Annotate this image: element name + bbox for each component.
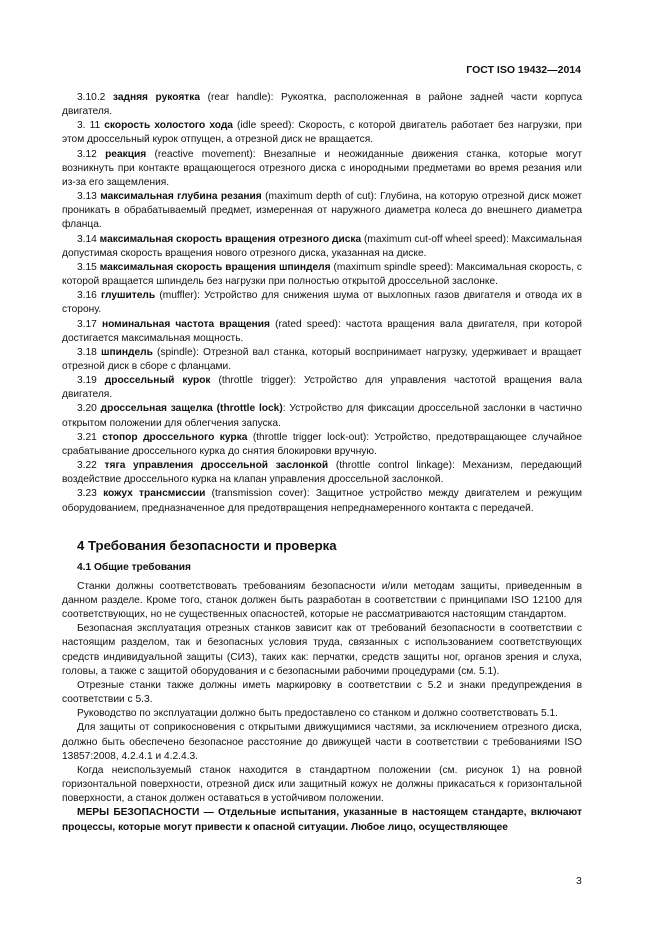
definition-item — [62, 119, 582, 147]
definition-text: (throttle control linkage): Механизм, передающий воздействие дроссельного курка на клапан управления дроссельной заслонкой. — [62, 460, 582, 486]
page-number: 3 — [576, 875, 582, 887]
definition-number: 3.19 — [77, 375, 97, 387]
definition-number: 3.22 — [77, 460, 97, 472]
definition-text: : Устройство для фиксации дроссельной заслонки в частично открытом положении для облегчения запуска. — [62, 403, 582, 429]
definition-text: (transmission cover): Защитное устройство между двигателем и режущим оборудованием, предназначенное для предотвращения непреднамеренного контакта с передачей. — [62, 488, 582, 514]
definition-number: 3.14 — [77, 233, 97, 245]
definition-item — [62, 190, 582, 232]
standard-designation: ГОСТ ISO 19432—2014 — [466, 64, 581, 76]
definition-text: (maximum depth of cut): Глубина, на которую отрезной диск может проникать в обрабатываемый предмет, измеренная от наружного диаметра колеса до внешнего диаметра фланца. — [62, 191, 582, 231]
definition-item — [62, 431, 582, 459]
definition-item — [62, 459, 582, 487]
definition-number: 3.21 — [77, 431, 97, 443]
definition-term: дроссельная защелка (throttle lock) — [100, 403, 283, 415]
requirements-text — [62, 580, 582, 807]
body-paragraph: Отрезные станки также должны иметь маркировку в соответствии с 5.2 и знаки предупреждения в соответствии с 5.3. — [62, 679, 582, 706]
section-heading: 4 Требования безопасности и проверка — [77, 537, 337, 553]
definition-term: дроссельный курок — [104, 375, 211, 387]
definition-number: 3.20 — [77, 403, 97, 415]
definition-item — [62, 402, 582, 430]
definition-text: (rear handle): Рукоятка, расположенная в районе задней части корпуса двигателя. — [62, 92, 582, 118]
body-paragraph: Руководство по эксплуатации должно быть предоставлено со станком и должно соответствовать 5.1. — [77, 708, 558, 720]
definition-term: реакция — [105, 148, 147, 160]
definitions-list — [62, 91, 582, 516]
body-paragraph: Станки должны соответствовать требованиям безопасности и/или методам защиты, приведенным в данном разделе. Кроме того, станок должен быть разработан в соответствии с принципами ISO 12100 для соответствующих, но не существенных опасностей, которые не рассматриваются настоящим стандартом. — [62, 580, 582, 621]
warning-paragraph — [62, 806, 582, 834]
definition-text: (muffler): Устройство для снижения шума от выхлопных газов двигателя и отвода их в сторону. — [62, 290, 582, 316]
definition-number: 3.10.2 — [77, 92, 106, 103]
body-paragraph: Безопасная эксплуатация отрезных станков зависит как от требований безопасности в соответствии с настоящим разделом, так и безопасных условия труда, связанных с использованием соответствующих средств индивидуальной защиты (СИЗ), таких как: перчатки, средств защиты ног, органов зрения и слуха, головы, а также с защитой оборудования и с безопасными рабочими процедурами (см. 5.1). — [62, 623, 582, 677]
definition-term: кожух трансмиссии — [103, 488, 206, 500]
definition-number: 3.13 — [77, 191, 97, 203]
definition-text: (idle speed): Скорость, с которой двигатель работает без нагрузки, при этом дроссельный курок отпущен, а отрезной диск не вращается. — [62, 120, 582, 146]
definition-number: 3.18 — [77, 346, 97, 358]
warning-label: МЕРЫ БЕЗОПАСНОСТИ — — [77, 807, 219, 819]
definition-number: 3.17 — [77, 318, 97, 330]
definition-term: задняя рукоятка — [112, 92, 201, 103]
definition-number: 3.23 — [77, 488, 97, 500]
body-paragraph: Когда неиспользуемый станок находится в стандартном положении (см. рисунок 1) на ровной горизонтальной поверхности, отрезной диск или защитный кожух не должны прикасаться к горизонтальной поверхности, а станок должен оставаться в устойчивом положении. — [62, 764, 582, 805]
definition-term: максимальная глубина резания — [100, 191, 262, 203]
definition-item — [62, 346, 582, 374]
definition-item — [62, 318, 582, 346]
definition-text: (rated speed): частота вращения вала двигателя, при которой достигается максимальная мощность. — [62, 318, 582, 344]
definition-item — [62, 261, 582, 289]
body-paragraph: Для защиты от соприкосновения с открытыми движущимися частями, за исключением отрезного диска, должно быть обеспечено безопасное расстояние до движущей части в соответствии с требованиями ISO 13857:2008, 4.2.4.1 и 4.2.4.3. — [62, 722, 582, 762]
definition-term: скорость холостого хода — [104, 120, 233, 132]
definition-text: (reactive movement): Внезапные и неожиданные движения станка, которые могут возникнуть при контакте вращающегося отрезного диска с инородными предметами во время резания или из-за его защемления. — [62, 148, 582, 188]
subsection-heading: 4.1 Общие требования — [77, 561, 191, 573]
definition-term: глушитель — [101, 290, 156, 302]
definition-item — [62, 91, 582, 119]
definition-text: (spindle): Отрезной вал станка, который воспринимает нагрузку, удерживает и вращает отрезной диск в сборе с фланцами. — [62, 346, 582, 372]
definition-item — [62, 374, 582, 402]
definition-item — [62, 487, 582, 515]
document-body — [62, 91, 582, 835]
definition-item — [62, 289, 582, 317]
definition-item — [62, 233, 582, 261]
definition-number: 3.12 — [77, 148, 97, 160]
warning-text: Отдельные испытания, указанные в настоящем стандарте, включают процессы, которые могут привести к опасной ситуации. Любое лицо, осуществляющее — [62, 807, 582, 833]
definition-text: (throttle trigger lock-out): Устройство, предотвращающее случайное срабатывание дроссельного курка до снятия блокировки вручную. — [62, 431, 582, 457]
definition-number: 3.15 — [77, 261, 97, 273]
definition-term: шпиндель — [100, 346, 153, 358]
definition-term: максимальная скорость вращения отрезного диска — [99, 233, 362, 245]
definition-number: 3. 11 — [77, 120, 101, 132]
definition-text: (throttle trigger): Устройство для управления частотой вращения вала двигателя. — [62, 375, 582, 401]
definition-term: максимальная скорость вращения шпинделя — [99, 261, 331, 273]
definition-item — [62, 148, 582, 190]
definition-term: стопор дроссельного курка — [102, 431, 248, 443]
definition-term: тяга управления дроссельной заслонкой — [104, 460, 329, 472]
definition-term: номинальная частота вращения — [101, 318, 270, 330]
definition-text: (maximum cut-off wheel speed): Максимальная допустимая скорость вращения нового отрезного диска, указанная на диске. — [62, 233, 582, 259]
definition-number: 3.16 — [77, 290, 97, 302]
definition-text: (maximum spindle speed): Максимальная скорость, с которой вращается шпиндель без нагрузки при полностью открытой дроссельной заслонке. — [62, 261, 582, 288]
